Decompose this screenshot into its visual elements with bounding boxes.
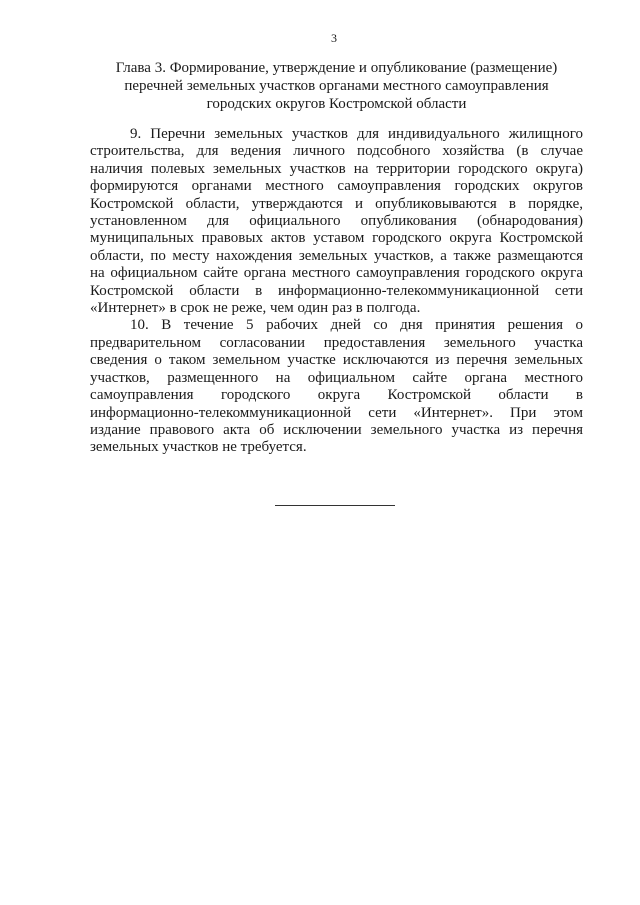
paragraph-10 bbox=[90, 317, 583, 456]
text-line: Костромской области в информационно-телекоммуникационной сети bbox=[90, 282, 583, 299]
separator-line bbox=[275, 505, 395, 506]
text-line: 10. В течение 5 рабочих дней со дня принятия решения о bbox=[130, 317, 583, 334]
text-line: области, по месту нахождения земельных участков, а также размещаются bbox=[90, 247, 583, 264]
text-line: издание правового акта об исключении земельного участка из перечня bbox=[90, 421, 583, 438]
heading-line: городских округов Костромской области bbox=[206, 96, 467, 112]
text-line: строительства, для ведения личного подсобного хозяйства (в случае bbox=[90, 143, 583, 160]
chapter-heading bbox=[90, 59, 583, 113]
text-line: установленном для официального опубликования (обнародования) bbox=[90, 213, 583, 230]
text-line: предварительном согласовании предоставления земельного участка bbox=[90, 334, 583, 351]
text-line: сведения о таком земельном участке исключаются из перечня земельных bbox=[90, 352, 583, 369]
text-line: участков, размещенного на официальном сайте органа местного bbox=[90, 369, 583, 386]
heading-line: Глава 3. Формирование, утверждение и опубликование (размещение) bbox=[115, 60, 558, 76]
text-line: земельных участков не требуется. bbox=[90, 439, 307, 456]
text-line: муниципальных правовых актов уставом городского округа Костромской bbox=[90, 230, 583, 247]
page-number: 3 bbox=[331, 31, 337, 45]
text-line: информационно-телекоммуникационной сети «Интернет». При этом bbox=[90, 404, 583, 421]
text-line: самоуправления городского округа Костромской области в bbox=[90, 387, 583, 404]
document-body bbox=[90, 126, 583, 457]
text-line: «Интернет» в срок не реже, чем один раз в полгода. bbox=[90, 300, 421, 317]
text-line: формируются органами местного самоуправления городских округов bbox=[90, 178, 583, 195]
text-line: наличия полевых земельных участков на территории городского округа) bbox=[90, 160, 583, 177]
heading-line: перечней земельных участков органами местного самоуправления bbox=[124, 78, 549, 94]
text-line: 9. Перечни земельных участков для индивидуального жилищного bbox=[130, 126, 583, 142]
paragraph-9 bbox=[90, 126, 583, 317]
text-line: Костромской области, утверждаются и опубликовываются в порядке, bbox=[90, 195, 583, 212]
text-line: на официальном сайте органа местного самоуправления городского округа bbox=[90, 265, 583, 282]
